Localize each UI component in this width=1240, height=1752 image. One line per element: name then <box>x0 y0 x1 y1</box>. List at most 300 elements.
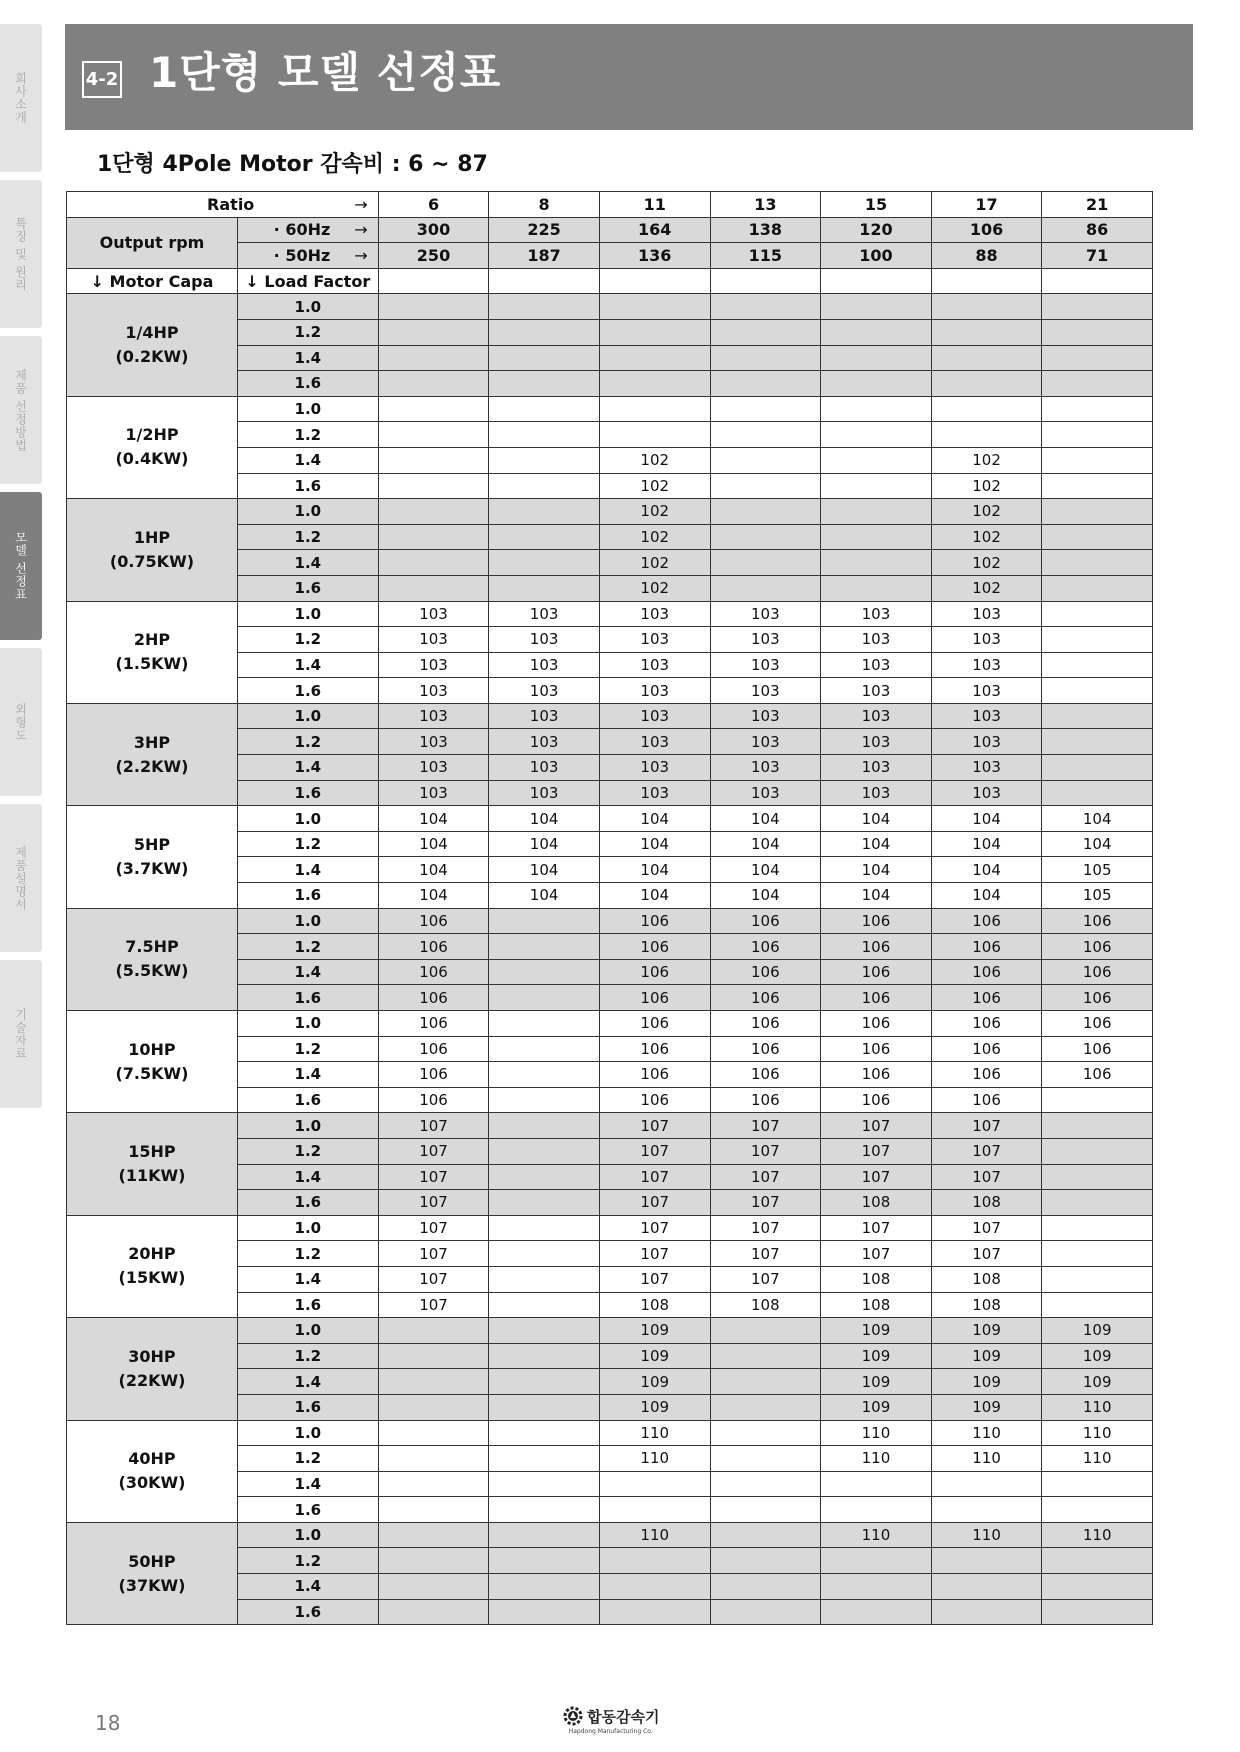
model-cell <box>1042 601 1153 627</box>
model-cell <box>710 1574 821 1600</box>
motor-capacity-cell <box>67 908 238 1010</box>
model-cell: 104 <box>1042 806 1153 832</box>
table-row <box>67 396 1153 422</box>
model-cell <box>489 1420 600 1446</box>
model-cell: 106 <box>378 1087 489 1113</box>
model-cell <box>378 371 489 397</box>
model-cell <box>489 934 600 960</box>
model-cell <box>489 473 600 499</box>
model-cell <box>1042 371 1153 397</box>
model-cell <box>821 1471 932 1497</box>
rpm-60hz-value: 164 <box>599 217 710 243</box>
model-selection-table <box>66 191 1153 1625</box>
load-factor-cell: 1.2 <box>237 319 378 345</box>
model-cell <box>378 1369 489 1395</box>
model-cell <box>821 1497 932 1523</box>
model-cell <box>931 1497 1042 1523</box>
model-cell <box>821 1548 932 1574</box>
model-cell: 104 <box>931 831 1042 857</box>
model-cell <box>710 422 821 448</box>
model-cell: 106 <box>1042 959 1153 985</box>
table-subtitle: 1단형 4Pole Motor 감속비 : 6 ~ 87 <box>97 152 488 177</box>
model-cell: 102 <box>599 499 710 525</box>
load-factor-cell: 1.6 <box>237 575 378 601</box>
ratio-value: 17 <box>931 192 1042 218</box>
motor-kw: (2.2KW) <box>115 756 189 776</box>
model-cell <box>599 345 710 371</box>
model-cell <box>489 1164 600 1190</box>
model-cell <box>378 1318 489 1344</box>
logo-subtitle: Hapdong Manufacturing Co. <box>568 1728 653 1735</box>
model-cell: 106 <box>821 1087 932 1113</box>
model-cell: 107 <box>599 1241 710 1267</box>
load-factor-cell: 1.2 <box>237 1138 378 1164</box>
load-factor-cell: 1.4 <box>237 1369 378 1395</box>
model-cell: 109 <box>599 1394 710 1420</box>
model-cell <box>710 447 821 473</box>
model-cell: 104 <box>489 806 600 832</box>
model-cell: 104 <box>931 883 1042 909</box>
model-cell: 107 <box>931 1215 1042 1241</box>
model-cell: 109 <box>1042 1318 1153 1344</box>
model-cell: 102 <box>931 575 1042 601</box>
model-cell <box>710 1522 821 1548</box>
model-cell: 107 <box>710 1266 821 1292</box>
table-row <box>67 1318 1153 1344</box>
empty-cell <box>489 268 600 294</box>
model-cell: 106 <box>931 1087 1042 1113</box>
model-cell <box>489 371 600 397</box>
hz60-label-cell <box>237 217 378 243</box>
motor-capacity-cell <box>67 1113 238 1215</box>
model-cell: 107 <box>821 1215 932 1241</box>
model-cell: 107 <box>931 1241 1042 1267</box>
ratio-value: 15 <box>821 192 932 218</box>
load-factor-cell: 1.0 <box>237 1318 378 1344</box>
load-factor-cell: 1.6 <box>237 985 378 1011</box>
model-cell <box>378 499 489 525</box>
model-cell: 110 <box>599 1420 710 1446</box>
model-cell: 106 <box>710 1036 821 1062</box>
ratio-value: 8 <box>489 192 600 218</box>
model-cell: 102 <box>931 447 1042 473</box>
model-cell: 110 <box>599 1446 710 1472</box>
model-cell: 106 <box>931 1011 1042 1037</box>
model-cell: 103 <box>821 780 932 806</box>
model-cell: 108 <box>710 1292 821 1318</box>
load-factor-cell: 1.0 <box>237 1215 378 1241</box>
load-factor-cell: 1.6 <box>237 1292 378 1318</box>
model-cell <box>710 499 821 525</box>
model-cell: 106 <box>1042 985 1153 1011</box>
model-cell: 103 <box>599 652 710 678</box>
model-cell <box>1042 1087 1153 1113</box>
model-cell: 103 <box>489 627 600 653</box>
model-cell: 103 <box>599 755 710 781</box>
model-cell <box>821 1574 932 1600</box>
load-factor-cell: 1.4 <box>237 959 378 985</box>
model-cell <box>931 319 1042 345</box>
model-cell <box>489 959 600 985</box>
model-cell: 109 <box>821 1343 932 1369</box>
model-cell: 106 <box>378 908 489 934</box>
model-cell: 104 <box>710 806 821 832</box>
model-cell: 106 <box>710 1062 821 1088</box>
model-cell <box>489 985 600 1011</box>
model-cell: 105 <box>1042 883 1153 909</box>
model-cell <box>1042 524 1153 550</box>
model-cell <box>489 1036 600 1062</box>
load-factor-cell: 1.4 <box>237 1471 378 1497</box>
model-cell: 103 <box>599 678 710 704</box>
model-cell: 102 <box>931 499 1042 525</box>
load-factor-cell: 1.4 <box>237 550 378 576</box>
model-cell: 104 <box>599 806 710 832</box>
model-cell <box>1042 345 1153 371</box>
model-cell <box>710 1394 821 1420</box>
hz50-label-cell <box>237 243 378 269</box>
model-cell: 104 <box>599 831 710 857</box>
model-cell <box>489 1190 600 1216</box>
model-cell: 109 <box>599 1318 710 1344</box>
side-tab-6[interactable] <box>0 960 42 1108</box>
model-cell: 107 <box>821 1164 932 1190</box>
model-cell: 106 <box>378 1011 489 1037</box>
model-cell <box>710 524 821 550</box>
rpm-50hz-value: 71 <box>1042 243 1153 269</box>
model-cell: 107 <box>931 1164 1042 1190</box>
model-cell <box>1042 499 1153 525</box>
model-cell <box>1042 678 1153 704</box>
model-cell <box>821 473 932 499</box>
motor-hp: 3HP <box>133 732 171 752</box>
model-cell <box>1042 1292 1153 1318</box>
load-factor-cell: 1.4 <box>237 1062 378 1088</box>
model-cell <box>821 371 932 397</box>
model-cell <box>710 294 821 320</box>
model-cell <box>1042 1241 1153 1267</box>
load-factor-cell: 1.2 <box>237 627 378 653</box>
model-cell <box>378 319 489 345</box>
model-cell: 108 <box>821 1266 932 1292</box>
model-cell: 110 <box>1042 1446 1153 1472</box>
model-cell <box>378 1471 489 1497</box>
model-cell: 108 <box>931 1190 1042 1216</box>
model-cell <box>489 1241 600 1267</box>
model-cell: 106 <box>931 1036 1042 1062</box>
load-factor-cell: 1.6 <box>237 678 378 704</box>
model-cell <box>1042 319 1153 345</box>
model-cell <box>710 575 821 601</box>
model-cell: 102 <box>931 524 1042 550</box>
model-cell <box>710 1343 821 1369</box>
motor-hp: 2HP <box>133 630 171 650</box>
model-cell: 106 <box>378 985 489 1011</box>
ratio-label: Ratio <box>207 194 255 214</box>
side-tab-label: 모델 선정표 <box>13 531 28 601</box>
rpm-50hz-value: 187 <box>489 243 600 269</box>
model-cell: 103 <box>821 627 932 653</box>
motor-hp: 15HP <box>128 1142 176 1162</box>
model-cell: 109 <box>931 1394 1042 1420</box>
model-cell: 104 <box>821 806 932 832</box>
model-cell: 106 <box>378 959 489 985</box>
model-cell: 110 <box>1042 1420 1153 1446</box>
motor-capacity-cell <box>67 294 238 396</box>
model-cell: 106 <box>931 934 1042 960</box>
model-cell: 107 <box>599 1190 710 1216</box>
load-factor-cell: 1.2 <box>237 1343 378 1369</box>
model-cell: 105 <box>1042 857 1153 883</box>
side-tab-label: 제품설명서 <box>13 845 28 911</box>
model-cell: 104 <box>378 831 489 857</box>
model-cell: 107 <box>821 1241 932 1267</box>
model-cell: 106 <box>599 908 710 934</box>
motor-hp: 1/4HP <box>125 323 179 343</box>
model-cell <box>1042 1113 1153 1139</box>
model-cell: 103 <box>599 627 710 653</box>
model-cell: 103 <box>710 703 821 729</box>
model-cell: 107 <box>710 1241 821 1267</box>
model-cell: 106 <box>1042 1011 1153 1037</box>
load-factor-cell: 1.2 <box>237 831 378 857</box>
model-cell <box>489 1087 600 1113</box>
model-cell: 103 <box>821 703 932 729</box>
model-cell: 103 <box>599 780 710 806</box>
model-cell: 106 <box>599 1087 710 1113</box>
model-cell: 109 <box>821 1369 932 1395</box>
model-cell <box>489 1266 600 1292</box>
load-factor-cell: 1.6 <box>237 883 378 909</box>
empty-cell <box>710 268 821 294</box>
model-cell: 103 <box>489 703 600 729</box>
load-factor-cell: 1.6 <box>237 473 378 499</box>
model-cell <box>1042 575 1153 601</box>
model-cell: 103 <box>378 678 489 704</box>
load-factor-cell: 1.6 <box>237 1497 378 1523</box>
right-arrow-icon: → <box>354 194 368 214</box>
model-cell: 103 <box>378 703 489 729</box>
model-cell: 104 <box>931 806 1042 832</box>
model-cell: 106 <box>931 908 1042 934</box>
load-factor-cell: 1.6 <box>237 1394 378 1420</box>
model-cell: 103 <box>599 601 710 627</box>
model-cell: 106 <box>1042 908 1153 934</box>
model-cell: 103 <box>599 703 710 729</box>
model-cell: 103 <box>489 678 600 704</box>
load-factor-cell: 1.2 <box>237 1548 378 1574</box>
motor-kw: (0.4KW) <box>115 449 189 469</box>
load-factor-cell: 1.0 <box>237 396 378 422</box>
model-cell: 108 <box>931 1292 1042 1318</box>
model-cell: 102 <box>599 473 710 499</box>
model-cell: 106 <box>931 1062 1042 1088</box>
load-factor-cell: 1.0 <box>237 601 378 627</box>
model-cell <box>821 447 932 473</box>
rpm-60hz-value: 86 <box>1042 217 1153 243</box>
model-cell <box>1042 1190 1153 1216</box>
empty-cell <box>1042 268 1153 294</box>
load-factor-cell: 1.6 <box>237 1190 378 1216</box>
model-cell: 108 <box>599 1292 710 1318</box>
model-cell: 102 <box>599 550 710 576</box>
model-cell <box>599 396 710 422</box>
side-tab-label: 외형도 <box>13 702 28 742</box>
model-cell <box>710 1446 821 1472</box>
ratio-header-cell <box>67 192 379 218</box>
motor-kw: (0.2KW) <box>115 347 189 367</box>
rpm-50hz-value: 100 <box>821 243 932 269</box>
model-cell <box>710 473 821 499</box>
motor-capa-label: ↓ Motor Capa <box>67 268 238 294</box>
model-cell: 104 <box>378 806 489 832</box>
model-cell: 106 <box>1042 1062 1153 1088</box>
model-cell: 110 <box>821 1522 932 1548</box>
model-cell <box>599 319 710 345</box>
side-tab-5[interactable] <box>0 804 42 952</box>
model-cell: 108 <box>931 1266 1042 1292</box>
load-factor-cell: 1.6 <box>237 371 378 397</box>
model-cell: 103 <box>821 601 932 627</box>
motor-capacity-cell <box>67 806 238 908</box>
model-cell: 106 <box>599 1062 710 1088</box>
model-cell <box>710 345 821 371</box>
motor-kw: (3.7KW) <box>115 858 189 878</box>
model-cell: 110 <box>599 1522 710 1548</box>
model-cell <box>489 1292 600 1318</box>
load-factor-cell: 1.6 <box>237 1599 378 1625</box>
side-tab-2[interactable] <box>0 336 42 484</box>
model-cell <box>378 294 489 320</box>
model-cell <box>931 294 1042 320</box>
model-cell: 103 <box>710 729 821 755</box>
load-factor-cell: 1.4 <box>237 447 378 473</box>
table-row <box>67 806 1153 832</box>
load-factor-cell: 1.6 <box>237 1087 378 1113</box>
table-row <box>67 1420 1153 1446</box>
model-cell: 110 <box>931 1446 1042 1472</box>
model-cell <box>489 1574 600 1600</box>
model-cell: 103 <box>931 755 1042 781</box>
model-cell <box>1042 703 1153 729</box>
motor-kw: (15KW) <box>118 1268 186 1288</box>
model-cell: 104 <box>1042 831 1153 857</box>
side-tab-1[interactable] <box>0 180 42 328</box>
model-cell <box>931 422 1042 448</box>
motor-hp: 30HP <box>128 1346 176 1366</box>
model-cell <box>931 371 1042 397</box>
model-cell: 103 <box>931 678 1042 704</box>
model-cell <box>378 1343 489 1369</box>
model-cell: 109 <box>821 1318 932 1344</box>
model-cell <box>378 473 489 499</box>
model-cell: 104 <box>378 857 489 883</box>
model-cell: 102 <box>931 473 1042 499</box>
empty-cell <box>931 268 1042 294</box>
model-cell <box>489 1138 600 1164</box>
model-cell: 106 <box>710 1011 821 1037</box>
model-cell: 106 <box>821 959 932 985</box>
model-cell: 107 <box>378 1241 489 1267</box>
model-cell: 103 <box>378 627 489 653</box>
model-cell: 103 <box>931 652 1042 678</box>
model-cell: 107 <box>378 1215 489 1241</box>
model-cell: 106 <box>931 985 1042 1011</box>
table-row <box>67 908 1153 934</box>
motor-kw: (22KW) <box>118 1370 186 1390</box>
side-tab-3[interactable] <box>0 492 42 640</box>
model-cell <box>489 1446 600 1472</box>
company-logo <box>562 1705 659 1735</box>
model-cell: 103 <box>710 627 821 653</box>
model-cell: 107 <box>599 1164 710 1190</box>
model-cell: 107 <box>378 1266 489 1292</box>
model-cell: 102 <box>599 524 710 550</box>
model-cell <box>489 1369 600 1395</box>
model-cell <box>489 422 600 448</box>
rpm-60hz-value: 138 <box>710 217 821 243</box>
model-cell: 103 <box>710 755 821 781</box>
model-cell: 103 <box>378 729 489 755</box>
model-cell <box>710 1548 821 1574</box>
page-number: 18 <box>95 1711 121 1735</box>
model-cell: 106 <box>710 934 821 960</box>
model-cell <box>599 294 710 320</box>
model-cell: 108 <box>821 1190 932 1216</box>
gear-logo-icon <box>562 1705 584 1727</box>
logo-name: 합동감속기 <box>587 1707 660 1726</box>
empty-cell <box>821 268 932 294</box>
model-cell <box>821 294 932 320</box>
table-row <box>67 1215 1153 1241</box>
model-cell: 103 <box>821 729 932 755</box>
model-cell: 104 <box>821 857 932 883</box>
motor-hp: 50HP <box>128 1551 176 1571</box>
model-cell <box>821 1599 932 1625</box>
model-cell <box>378 575 489 601</box>
table-row <box>67 1011 1153 1037</box>
model-cell <box>378 422 489 448</box>
model-cell <box>489 447 600 473</box>
model-cell: 103 <box>931 780 1042 806</box>
table-row <box>67 601 1153 627</box>
motor-hp: 20HP <box>128 1244 176 1264</box>
model-cell <box>821 499 932 525</box>
model-cell: 103 <box>489 780 600 806</box>
load-factor-cell: 1.2 <box>237 1446 378 1472</box>
side-tab-0[interactable] <box>0 24 42 172</box>
model-cell <box>710 1318 821 1344</box>
model-cell <box>378 447 489 473</box>
model-cell: 110 <box>821 1420 932 1446</box>
model-cell: 107 <box>378 1164 489 1190</box>
model-cell: 107 <box>378 1113 489 1139</box>
model-cell: 104 <box>599 857 710 883</box>
side-tab-4[interactable] <box>0 648 42 796</box>
model-cell: 103 <box>710 780 821 806</box>
model-cell <box>931 396 1042 422</box>
table-row <box>67 1522 1153 1548</box>
side-tab-label: 회사소개 <box>13 72 28 124</box>
load-factor-cell: 1.0 <box>237 908 378 934</box>
model-cell <box>599 371 710 397</box>
model-cell <box>821 319 932 345</box>
model-cell: 103 <box>710 678 821 704</box>
model-cell: 103 <box>931 601 1042 627</box>
model-cell <box>710 1369 821 1395</box>
model-cell <box>931 1574 1042 1600</box>
page-title: 1단형 모델 선정표 <box>149 48 502 97</box>
